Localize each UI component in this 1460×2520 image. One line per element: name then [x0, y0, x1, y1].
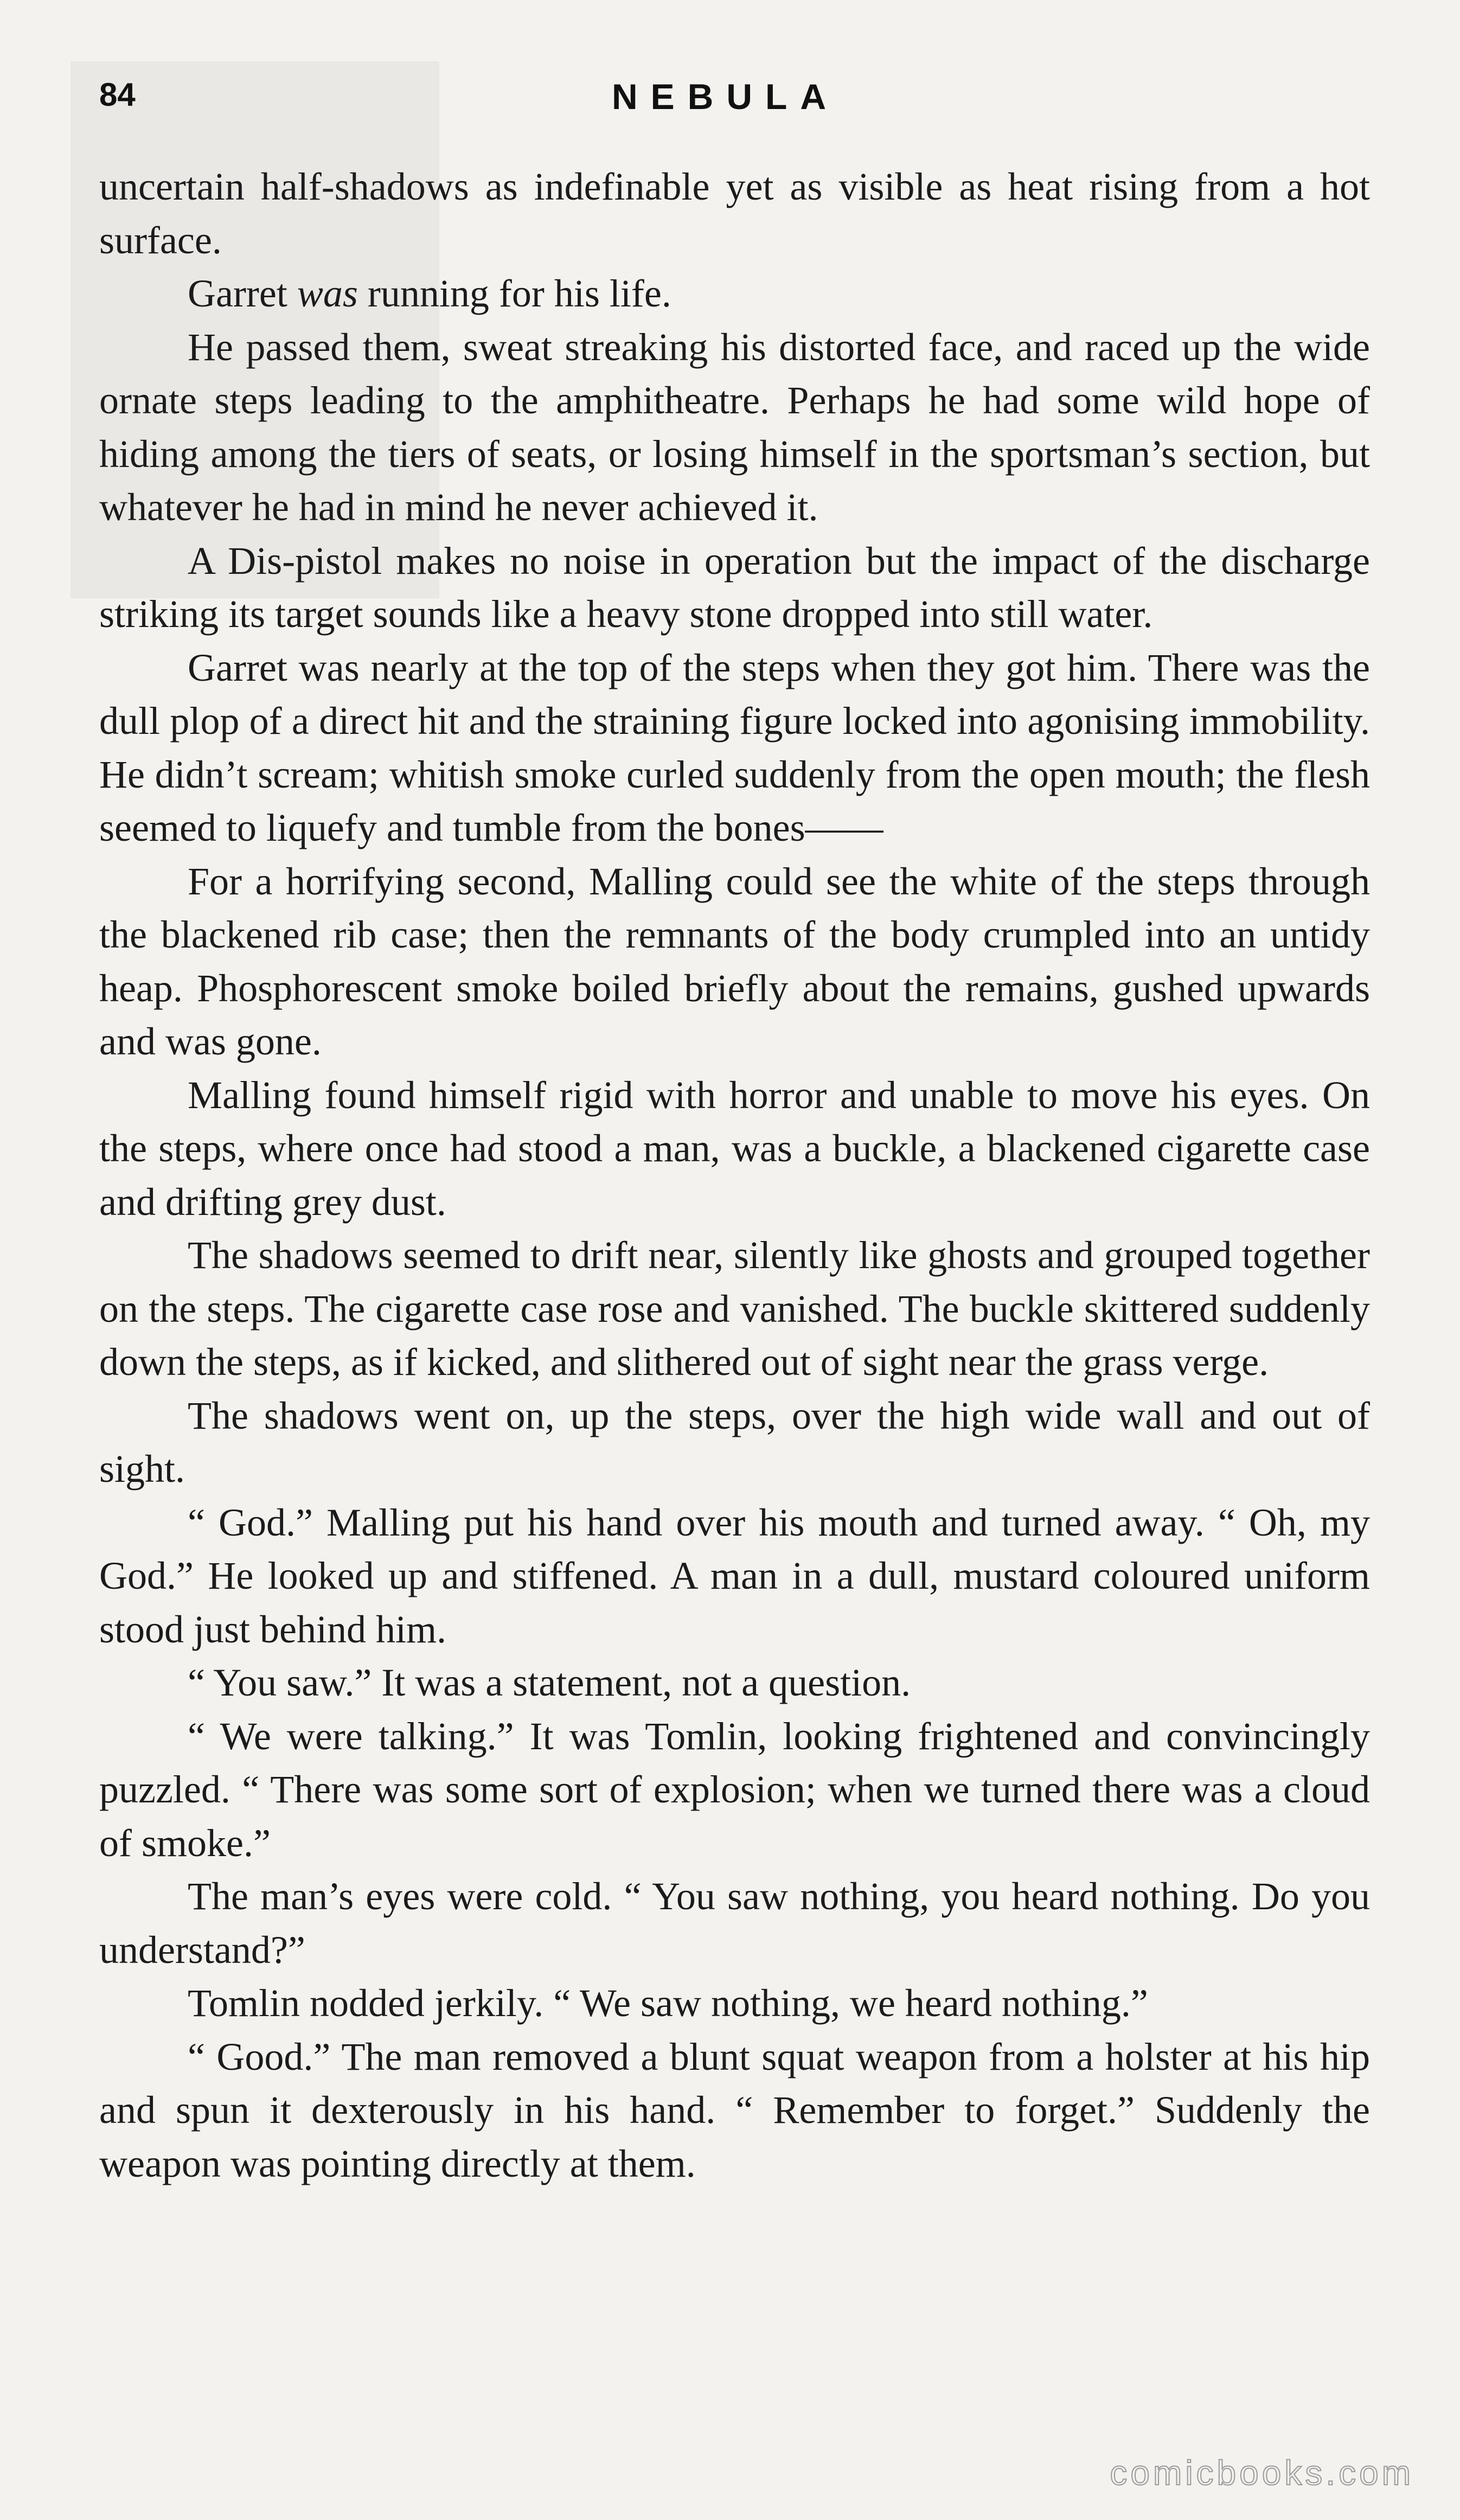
paragraph: Tomlin nodded jerkily. “ We saw nothing, we heard nothing.” [188, 1981, 1148, 2025]
paragraph: The shadows seemed to drift near, silently like ghosts and grouped together on the steps. The cigarette case rose and vanished. The buckle skittered suddenly down the steps, as if kicked, and slithered out of sight near the grass verge. [99, 1233, 1370, 1384]
paragraph: He passed them, sweat streaking his distorted face, and raced up the wide ornate steps leading to the amphitheatre. Perhaps he had some wild hope of hiding among the tiers of seats, or losing himself in the sportsman’s section, but whatever he had in mind he never achieved it. [99, 325, 1370, 529]
page-number: 84 [99, 76, 136, 113]
paragraph: “ Good.” The man removed a blunt squat weapon from a holster at his hip and spun it dexterously in his hand. “ Remember to forget.” Suddenly the weapon was pointing directly at them. [99, 2035, 1370, 2185]
paragraph: Garret was nearly at the top of the steps when they got him. There was the dull plop of a direct hit and the straining figure locked into agonising immobility. He didn’t scream; whitish smoke curled suddenly from the open mouth; the flesh seemed to liquefy and tumble from the bones—— [99, 645, 1370, 849]
text-run: Garret [188, 272, 297, 315]
paragraph: The shadows went on, up the steps, over the high wide wall and out of sight. [99, 1393, 1370, 1491]
paragraph: “ God.” Malling put his hand over his mouth and turned away. “ Oh, my God.” He looked up and stiffened. A man in a dull, mustard coloured uniform stood just behind him. [99, 1500, 1370, 1651]
paragraph: “ We were talking.” It was Tomlin, looking frightened and convincingly puzzled. “ There was some sort of explosion; when we turned there was a cloud of smoke.” [99, 1714, 1370, 1865]
paragraph: uncertain half-shadows as indefinable yet as visible as heat rising from a hot surface. [99, 165, 1370, 262]
paragraph: A Dis-pistol makes no noise in operation but the impact of the discharge striking its target sounds like a heavy stone dropped into still water. [99, 539, 1370, 636]
watermark: comicbooks.com [1110, 2453, 1414, 2492]
paragraph: For a horrifying second, Malling could see the white of the steps through the blackened rib case; then the remnants of the body crumpled into an untidy heap. Phosphorescent smoke boiled briefly about the remains, gushed upwards and was gone. [99, 859, 1370, 1063]
paragraph: Malling found himself rigid with horror and unable to move his eyes. On the steps, where once had stood a man, was a buckle, a blackened cigarette case and drifting grey dust. [99, 1073, 1370, 1224]
page-header [99, 71, 1379, 130]
emphasis-text: was [297, 272, 358, 315]
paragraph: “ You saw.” It was a statement, not a question. [188, 1661, 911, 1704]
paragraph [99, 267, 1370, 321]
paragraph: The man’s eyes were cold. “ You saw nothing, you heard nothing. Do you understand?” [99, 1875, 1370, 1972]
text-run: running for his life. [357, 272, 671, 315]
running-title: NEBULA [612, 76, 839, 117]
body-text [99, 160, 1370, 2190]
